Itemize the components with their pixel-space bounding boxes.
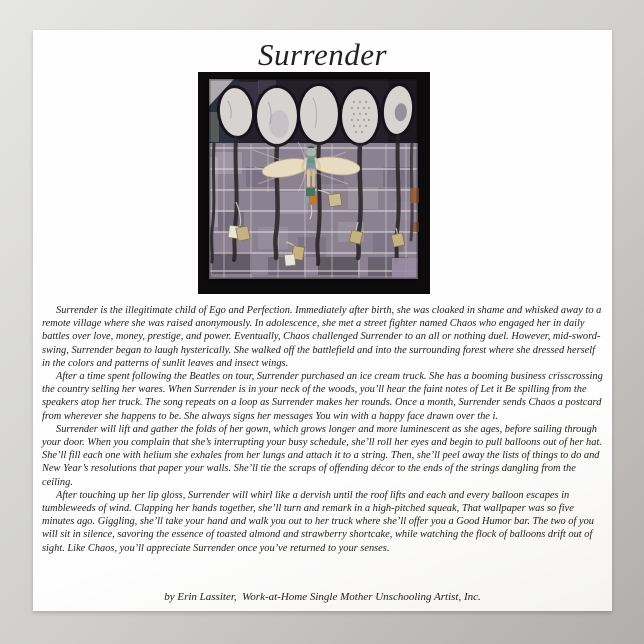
story-paragraph-4: After touching up her lip gloss, Surrender will whirl like a dervish until the roof lifts and each and every balloon escapes in tumbleweeds of wind. Clapping her hands together, she’ll turn and remark in a high-pitched squeak, That wallpaper was so five minutes ago. Giggling, she’ll take your hand and walk you out to her truck where she’ll offer you a Good Humor bar. The two of you will sit in silence, savoring the essence of toasted almond and strawberry shortcake, while watching the flock of balloons drift out of sight. Like Chaos, you’ll appreciate Surrender once you’ve returned to your senses.	[42, 489, 594, 554]
artwork-image	[198, 72, 430, 294]
story-paragraph-2: After a time spent following the Beatles on tour, Surrender purchased an ice cream truck. She has a booming business crisscrossing the country selling her wares. When Surrender is in your neck of the woods, you’ll hear the faint notes of Let it Be spilling from the speakers atop her truck. The song repeats on a loop as Surrender makes her rounds. Once a month, Surrender sends Chaos a postcard from wherever she happens to be. She always signs her messages You win with a happy face drawn over the i.	[42, 371, 603, 422]
story-paragraph-3: Surrender will lift and gather the folds of her gown, which grows longer and more luminescent as she ages, before sailing through your door. When you complain that she’s interrupting your busy schedule, she’ll roll her eyes and begin to pull balloons out of her hat. She’ll fill each one with helium she exhales from her lungs and attach it to a string. Then, she’ll peel away the lists of things to do and New Year’s resolutions that paper your walls. She’ll tie the scraps of offending décor to the ends of the strings dangling from the ceiling.	[42, 423, 602, 488]
story-text	[42, 304, 604, 555]
poster	[33, 30, 612, 611]
poster-title: Surrender	[257, 37, 388, 72]
attribution-line: by Erin Lassiter, Work-at-Home Single Mother Unschooling Artist, Inc.	[164, 591, 481, 603]
surrender-collage-artwork	[198, 72, 430, 294]
story-paragraph-1: Surrender is the illegitimate child of Ego and Perfection. Immediately after birth, she was cloaked in shame and whisked away to a remote village where she was raised anonymously. In adolescence, she met a street fighter named Chaos who engaged her in daily battles over love, money, prestige, and power. Eventually, Chaos challenged Surrender to an all or nothing duel. However, mid-sword-swing, Surrender began to laugh hysterically. She walked off the battlefield and into the surrounding forest where she dressed herself in the colors and patterns of sunlit leaves and insect wings.	[42, 305, 602, 369]
